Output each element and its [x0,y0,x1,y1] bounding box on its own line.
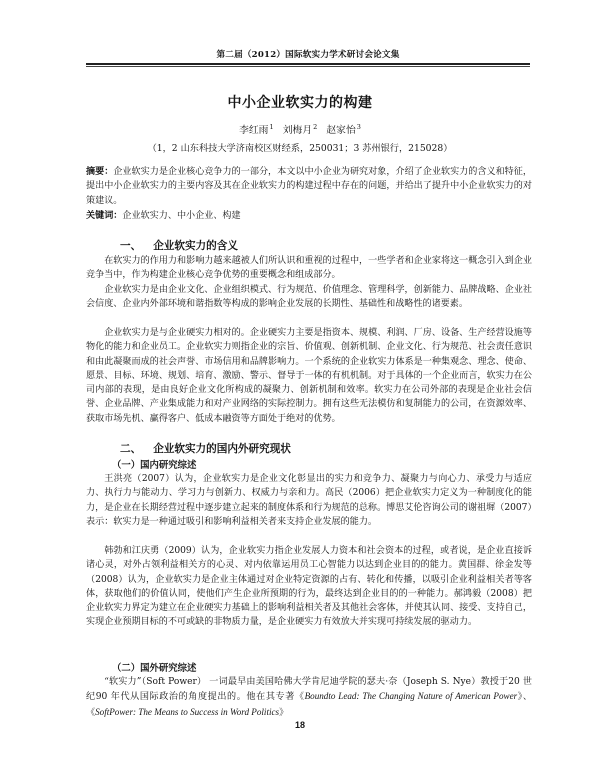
keywords [86,209,532,223]
paragraph: 企业软实力是由企业文化、企业组织模式、行为规范、价值理念、管理科学，创新能力、品牌战略、企业社会信度、企业内外部环境和谐指数等构成的影响企业发展的长期性、基础性和战略性的诸要素。 [86,285,532,310]
header-rule-thin [86,66,530,67]
subsection-heading: （一）国内研究综述 [112,460,197,471]
author: 李红雨$^1$ [239,123,274,136]
abstract [86,165,532,208]
book-title: SoftPower: The Means to Success in Word Politics [95,706,280,717]
paragraph: 王洪亮（2007）认为，企业软实力是企业文化彰显出的实力和竞争力、凝聚力与向心力、承受力与适应力、执行力与能动力、学习力与创新力、权威力与亲和力。高民（2006）把企业软实力定义为一种制度化的能力，是企业在长期经营过程中逐步建立起来的制度体系和行为规范的总称。博思艾伦咨询公司的谢祖墀（2007）表示：软实力是一种通过吸引和影响利益相关者来支持企业发展的能力。 [86,474,532,527]
paper-title: 中小企业软实力的构建 [227,95,373,111]
page-number: 18 [294,720,305,730]
keywords-label: 关键词： [86,211,123,221]
keywords-text: 企业软实力、中小企业、构建 [122,211,241,221]
affiliation: （1，2 山东科技大学济南校区财经系，250031；3 苏州银行，215028） [147,143,453,154]
paragraph: 在软实力的作用力和影响力越来越被人们所认识和重视的过程中，一些学者和企业家将这一概念引入到企业竞争当中，作为构建企业核心竞争优势的重要概念和组成部分。 [86,256,532,281]
section-heading-2: 二、 企业软实力的国内外研究现状 [120,443,291,455]
book-title: Boundto Lead: The Changing Nature of American Power [304,691,518,702]
paragraph: 企业软实力是与企业硬实力相对的。企业硬实力主要是指资本、规模、利润、厂房、设备、生产经营设施等物化的能力和企业员工。企业软实力则指企业的宗旨、价值观、创新机制、企业文化、行为规范、社会责任意识和由此凝聚而成的社会声誉、市场信用和品牌影响力。一个系统的企业软实力体系是一种集观念、理念、使命、愿景、目标、环境、规划、培育、激励、警示、督导于一体的有机机制。对于具体的一个企业而言，软实力在公司内部的表现，是由良好企业文化所构成的凝聚力、创新机制和效率。软实力在公司外部的表现是企业社会信誉、企业品牌、产业集成能力和对产业网络的实际控制力。拥有这些无法模仿和复制能力的公司，在资源效率、获取市场先机、赢得客户、低成本融资等方面处于绝对的优势。 [86,328,532,424]
author: 刘梅月$^2$ [282,123,318,136]
section-heading-1: 一、 企业软实力的含义 [120,240,238,252]
running-header: 第二届（2012）国际软实力学术研讨会论文集 [216,50,400,60]
paragraph: 韩勃和江庆勇（2009）认为，企业软实力指企业发展人力资本和社会资本的过程，或者说，是企业直接诉诸心灵，对外占领利益相关方的心灵、对内依靠运用员工心智能力以达到企业目的的能力。黄国群、徐金发等（2008）认为，企业软实力是企业主体通过对企业特定资源的占有、转化和传播，以吸引企业利益相关者等客体，获取他们的价值认同，使他们产生企业所预期的行为，最终达到企业目的的一种能力。郝鸿毅（2008）把企业软实力界定为建立在企业硬实力基础上的影响利益相关者及其他社会客体，并使其认同、接受、支持自己，实现企业预期目标的不可或缺的非物质力量，是企业硬实力有效放大并实现可持续发展的驱动力。 [86,546,532,628]
author: 赵家怡$^3$ [326,123,361,136]
author-list [0,122,600,136]
subsection-heading: （二）国外研究综述 [112,663,197,674]
abstract-label: 摘要： [86,167,114,177]
header-rule [86,63,530,65]
abstract-text: 企业软实力是企业核心竞争力的一部分，本文以中小企业为研究对象，介绍了企业软实力的含义和特征，提出中小企业软实力的主要内容及其在企业软实力的构建过程中存在的问题，并给出了提升中小企业软实力的对策建议。 [86,167,532,206]
paragraph: “软实力”（Soft Power） 一词最早由美国哈佛大学肯尼迪学院的瑟夫·奈（Joseph S. Nye）教授于20 世纪90 年代从国际政治的角度提出的。他在其专著《Boundto Lead: The Changing Nature of American Power》、《SoftPower: The Means to Success in Word Politics》 [86,677,533,718]
